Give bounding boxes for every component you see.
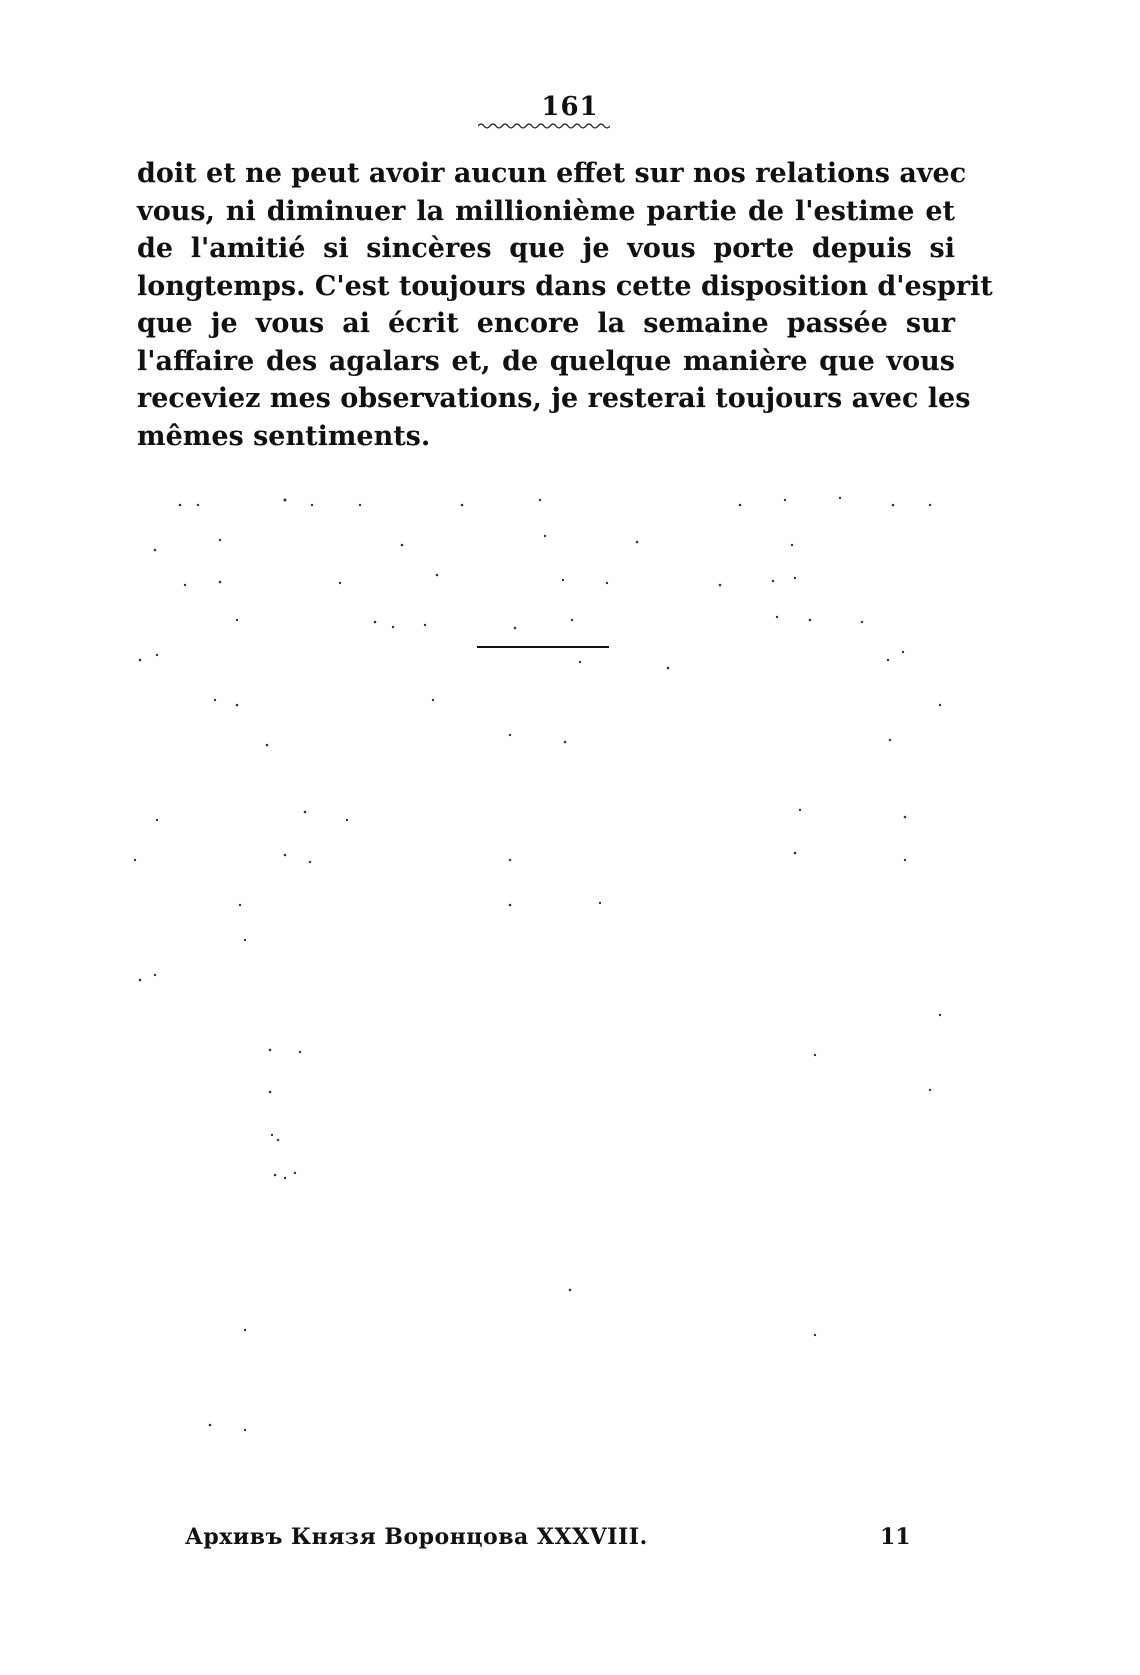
wavy-rule <box>478 122 610 130</box>
footer-sheet-mark: 11 <box>880 1524 911 1550</box>
text-line: mêmes sentiments. <box>137 420 431 452</box>
footer-title: Архивъ Князя Воронцова XXXVIII. <box>185 1524 648 1550</box>
text-line: receviez mes observations, je resterai toujours avec les <box>137 383 971 414</box>
text-line: doit et ne peut avoir aucun effet sur nos relations avec <box>137 158 967 189</box>
text-line: l'affaire des agalars et, de quelque manière que vous <box>137 345 955 377</box>
text-line: vous, ni diminuer la millionième partie de l'estime et <box>137 195 955 227</box>
text-line: longtemps. C'est toujours dans cette disposition d'esprit <box>137 270 993 302</box>
page-number: 161 <box>541 92 599 122</box>
text-line: de l'amitié si sincères que je vous porte depuis si <box>137 233 955 264</box>
text-line: que je vous ai écrit encore la semaine passée sur <box>137 308 955 339</box>
section-separator <box>477 646 609 648</box>
body-paragraph <box>137 155 993 455</box>
